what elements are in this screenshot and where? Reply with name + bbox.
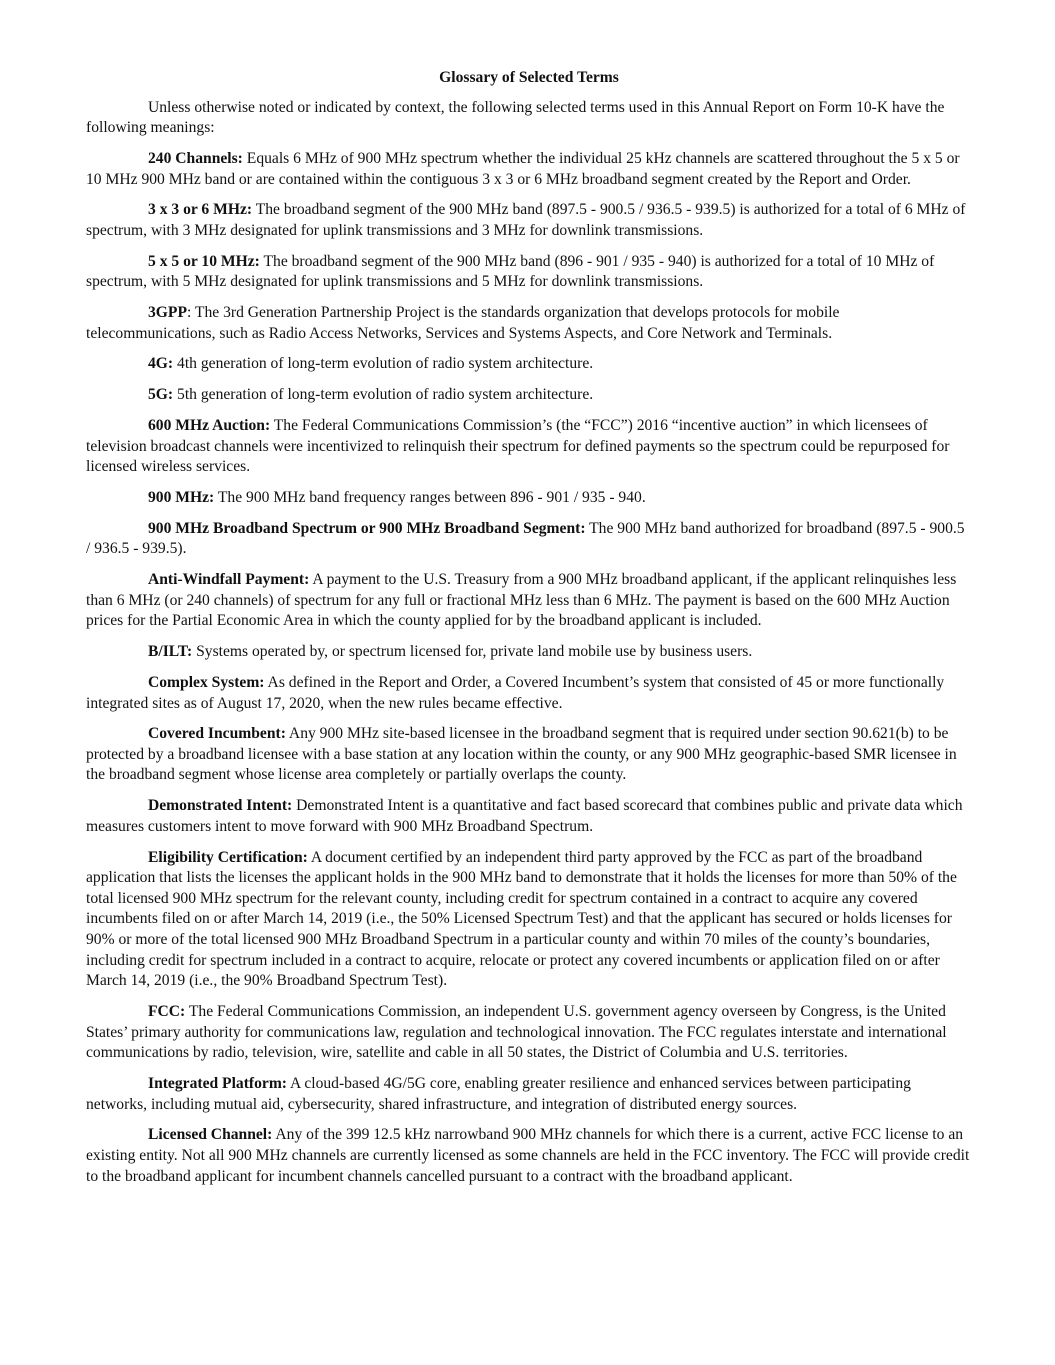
glossary-definition: A document certified by an independent third party approved by the FCC as part of the broadband application that lists the licenses the applicant holds in the 900 MHz band to demonstrate that it holds the licenses for more than 50% of the total licensed 900 MHz spectrum for the relevant county, including credit for spectrum contained in a contract to acquire any covered incumbents filed on or after March 14, 2019 (i.e., the 50% Licensed Spectrum Test) and that the applicant has secured or holds licenses for 90% or more of the total licensed 900 MHz Broadband Spectrum in a particular county and within 70 miles of the county’s boundaries, including credit for spectrum included in a contract to acquire, relocate or protect any covered incumbents or application filed on or after March 14, 2019 (i.e., the 90% Broadband Spectrum Test). [86, 848, 957, 990]
glossary-term: 5G: [148, 386, 174, 404]
glossary-entry [86, 848, 972, 992]
glossary-term: 900 MHz: [148, 489, 215, 506]
glossary-definition: The 900 MHz band frequency ranges between 896 - 901 / 935 - 940. [214, 489, 646, 506]
glossary-definition: 5th generation of long-term evolution of radio system architecture. [173, 386, 594, 404]
glossary-term: B/ILT: [148, 643, 193, 661]
glossary-term: Complex System: [148, 673, 265, 691]
glossary-term: 5 x 5 or 10 MHz: [148, 252, 260, 270]
glossary-term: Licensed Channel: [148, 1126, 273, 1144]
glossary-entry [86, 385, 972, 406]
glossary-entry [86, 796, 972, 837]
glossary-definition: The broadband segment of the 900 MHz band (897.5 - 900.5 / 936.5 - 939.5) is authorized for a total of 6 MHz of spectrum, with 3 MHz designated for uplink transmissions and 3 MHz for downlink transmissions. [86, 201, 966, 239]
document-page [86, 68, 972, 1197]
glossary-term: Anti-Windfall Payment: [148, 571, 310, 589]
glossary-term: Eligibility Certification: [148, 848, 308, 866]
glossary-definition: Equals 6 MHz of 900 MHz spectrum whether the individual 25 kHz channels are scattered throughout the 5 x 5 or 10 MHz 900 MHz band or are contained within the contiguous 3 x 3 or 6 MHz broadband segment created by the Report and Order. [86, 149, 960, 188]
glossary-definition: The 900 MHz band authorized for broadband (897.5 - 900.5 / 936.5 - 939.5). [86, 519, 965, 558]
glossary-entry [86, 1002, 972, 1064]
glossary-definition: Demonstrated Intent is a quantitative and fact based scorecard that combines public and private data which measures customers intent to move forward with 900 MHz Broadband Spectrum. [86, 797, 963, 835]
glossary-term: 240 Channels: [148, 149, 243, 167]
glossary-term: 3 x 3 or 6 MHz: [148, 201, 253, 219]
glossary-entry [86, 724, 972, 786]
glossary-entry [86, 1125, 972, 1187]
glossary-entry [86, 149, 972, 190]
glossary-entry [86, 303, 972, 344]
glossary-entry [86, 416, 972, 478]
page-title: Glossary of Selected Terms [439, 69, 619, 86]
glossary-entry [86, 488, 972, 509]
glossary-term: Demonstrated Intent: [148, 797, 293, 815]
glossary-definition: A cloud-based 4G/5G core, enabling greater resilience and enhanced services between participating networks, including mutual aid, cybersecurity, shared infrastructure, and integration of distributed energy sources. [86, 1074, 911, 1113]
glossary-term: Covered Incumbent: [148, 725, 286, 743]
glossary-definition: Any of the 399 12.5 kHz narrowband 900 MHz channels for which there is a current, active FCC license to an existing entity. Not all 900 MHz channels are currently licensed as some channels are held in the FCC inventory. The FCC will provide credit to the broadband applicant for incumbent channels cancelled pursuant to a contract with the broadband applicant. [86, 1126, 970, 1185]
glossary-entry [86, 354, 972, 375]
glossary-definition: A payment to the U.S. Treasury from a 900 MHz broadband applicant, if the applicant relinquishes less than 6 MHz (or 240 channels) of spectrum for any full or fractional MHz less than 6 MHz. The payment is based on the 600 MHz Auction prices for the Partial Economic Area in which the county applied for by the broadband applicant is included. [86, 571, 957, 630]
glossary-entry [86, 673, 972, 714]
glossary-definition: The Federal Communications Commission’s (the “FCC”) 2016 “incentive auction” in which licensees of television broadcast channels were incentivized to relinquish their spectrum for defined payments so the spectrum could be repurposed for licensed wireless services. [86, 417, 950, 476]
glossary-definition: Any 900 MHz site-based licensee in the broadband segment that is required under section 90.621(b) to be protected by a broadband licensee with a base station at any location within the county, or any 900 MHz geographic-based SMR licensee in the broadband segment whose license area completely or partially overlaps the county. [86, 725, 957, 784]
intro-paragraph: Unless otherwise noted or indicated by context, the following selected terms used in this Annual Report on Form 10-K have the following meanings: [86, 98, 945, 137]
glossary-definition: The broadband segment of the 900 MHz band (896 - 901 / 935 - 940) is authorized for a total of 10 MHz of spectrum, with 5 MHz designated for uplink transmissions and 5 MHz for downlink transmissions. [86, 252, 935, 291]
glossary-definition: As defined in the Report and Order, a Covered Incumbent’s system that consisted of 45 or more functionally integrated sites as of August 17, 2020, when the new rules became effective. [86, 673, 945, 712]
glossary-term: 3GPP [148, 304, 187, 322]
glossary-term: 600 MHz Auction: [148, 417, 271, 435]
glossary-entry [86, 519, 972, 560]
glossary-term: 4G: [148, 355, 174, 373]
glossary-term: FCC: [148, 1002, 186, 1020]
glossary-entry [86, 200, 972, 241]
glossary-entry [86, 252, 972, 293]
glossary-definition: Systems operated by, or spectrum licensed for, private land mobile use by business users. [192, 643, 753, 661]
glossary-definition: 4th generation of long-term evolution of radio system architecture. [173, 355, 594, 373]
glossary-entry [86, 1074, 972, 1115]
glossary-definition: The Federal Communications Commission, an independent U.S. government agency overseen by Congress, is the United States’ primary authority for communications law, regulation and technological innovation. The FCC regulates interstate and international communications by radio, television, wire, satellite and cable in all 50 states, the District of Columbia and U.S. territories. [86, 1002, 947, 1062]
glossary-definition: : The 3rd Generation Partnership Project is the standards organization that develops protocols for mobile telecommunications, such as Radio Access Networks, Services and Systems Aspects, and Core Network and Terminals. [86, 304, 840, 342]
glossary-entry [86, 642, 972, 663]
glossary-term: Integrated Platform: [148, 1074, 287, 1092]
glossary-entry [86, 570, 972, 632]
glossary-term: 900 MHz Broadband Spectrum or 900 MHz Broadband Segment: [148, 519, 586, 537]
